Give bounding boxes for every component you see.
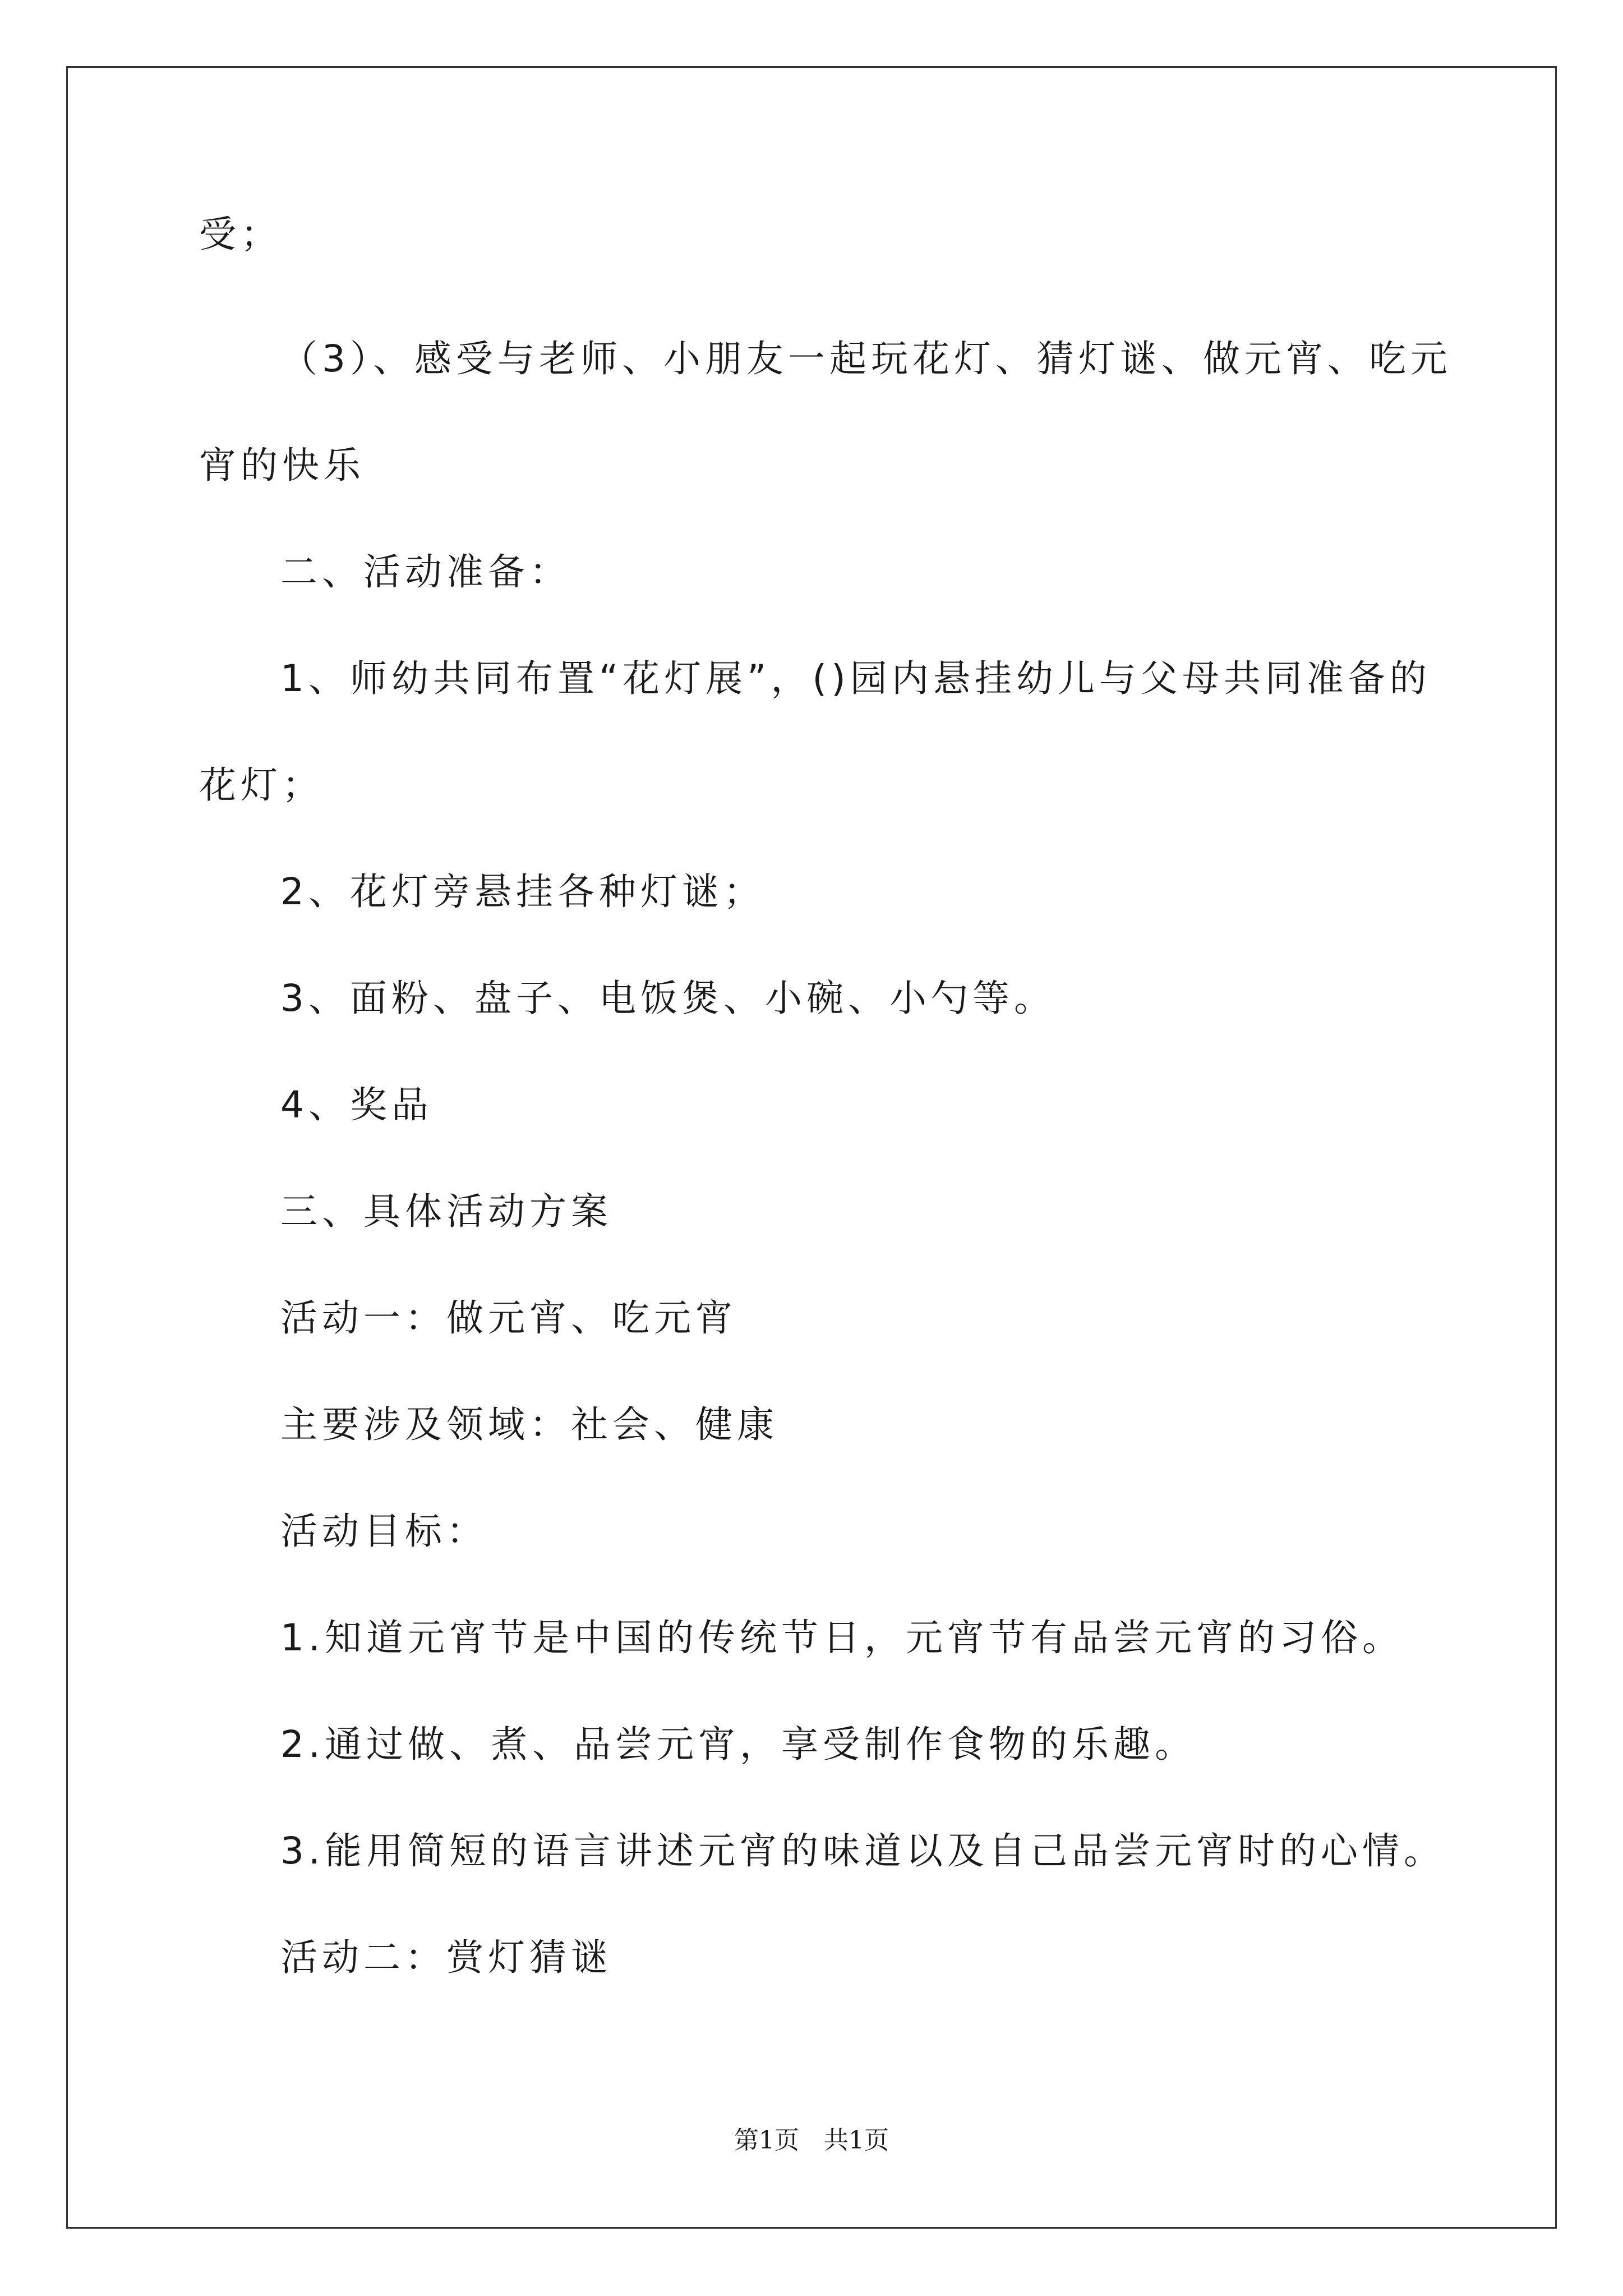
text-line: 1、师幼共同布置“花灯展”，()园内悬挂幼儿与父母共同准备的 — [280, 657, 1431, 700]
text-line: 1.知道元宵节是中国的传统节日，元宵节有品尝元宵的习俗。 — [280, 1616, 1404, 1659]
text-line: 2.通过做、煮、品尝元宵，享受制作食物的乐趣。 — [280, 1723, 1196, 1766]
page-border — [66, 66, 1557, 2229]
text-line: 活动二：赏灯猜谜 — [280, 1936, 612, 1979]
text-line: 受； — [199, 213, 282, 256]
text-line: 宵的快乐 — [199, 444, 365, 487]
text-line: 3.能用简短的语言讲述元宵的味道以及自己品尝元宵时的心情。 — [280, 1829, 1445, 1872]
text-line: 花灯； — [199, 763, 324, 807]
text-line: 3、面粉、盘子、电饭煲、小碗、小勺等。 — [280, 977, 1055, 1020]
section-heading: 三、具体活动方案 — [280, 1190, 612, 1233]
text-line: 活动一：做元宵、吃元宵 — [280, 1296, 737, 1340]
text-line: 主要涉及领域：社会、健康 — [280, 1403, 778, 1446]
text-line: 活动目标： — [280, 1510, 488, 1553]
text-line: （3）、感受与老师、小朋友一起玩花灯、猜灯谜、做元宵、吃元 — [280, 337, 1452, 380]
page-number-footer: 第1页 共1页 — [734, 2126, 889, 2155]
section-heading: 二、活动准备： — [280, 550, 571, 593]
text-line: 4、奖品 — [280, 1083, 433, 1126]
text-line: 2、花灯旁悬挂各种灯谜； — [280, 870, 765, 913]
